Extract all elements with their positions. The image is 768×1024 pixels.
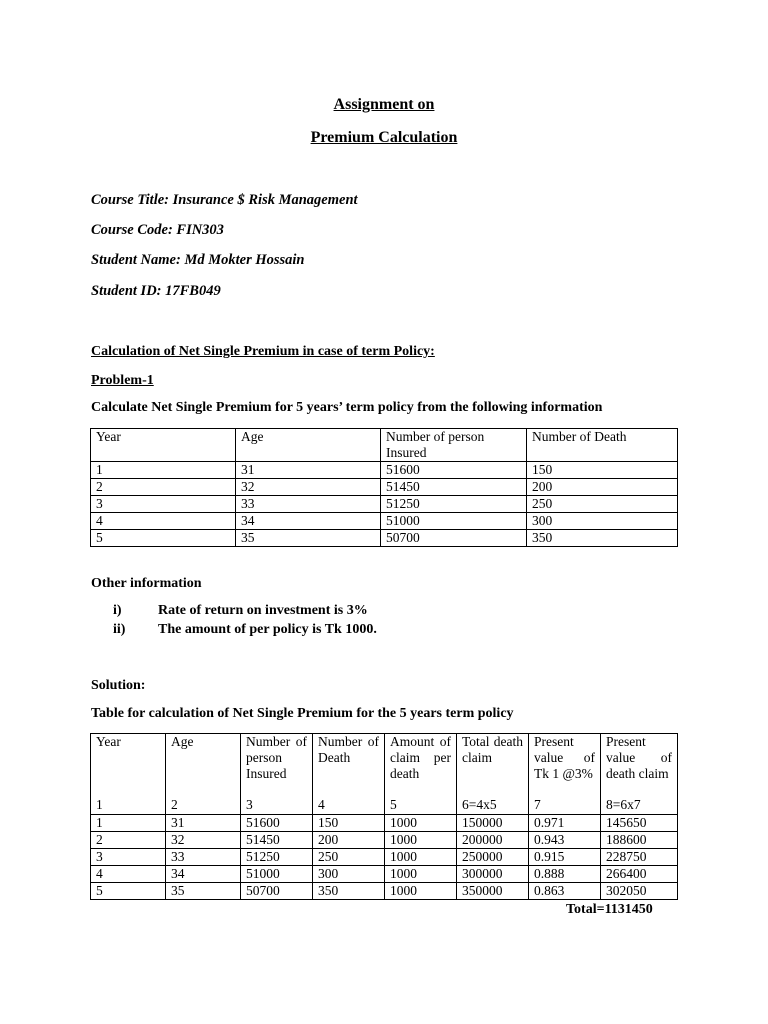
student-name: Student Name: Md Mokter Hossain bbox=[91, 252, 305, 268]
course-title: Course Title: Insurance $ Risk Management bbox=[91, 192, 358, 208]
table-cell: 31 bbox=[166, 815, 241, 832]
table-cell: 5 bbox=[91, 883, 166, 900]
table-cell: 250 bbox=[527, 496, 678, 513]
table-cell: 200 bbox=[313, 832, 385, 849]
table-cell: 300000 bbox=[457, 866, 529, 883]
table-cell: 2 bbox=[91, 832, 166, 849]
title-line-2: Premium Calculation bbox=[310, 129, 458, 146]
table-cell: 188600 bbox=[601, 832, 678, 849]
table-cell: 50700 bbox=[381, 530, 527, 547]
table-cell: 31 bbox=[236, 462, 381, 479]
table-cell: 350 bbox=[313, 883, 385, 900]
title-line-1: Assignment on bbox=[333, 96, 435, 113]
header-cell: Age 2 bbox=[166, 734, 241, 815]
table-row bbox=[91, 866, 678, 883]
header-cell: Total death claim 6=4x5 bbox=[457, 734, 529, 815]
table-cell: 34 bbox=[236, 513, 381, 530]
table-cell: 1000 bbox=[385, 883, 457, 900]
table-row bbox=[91, 883, 678, 900]
header-cell: Amount of claim per death 5 bbox=[385, 734, 457, 815]
table-cell: 0.971 bbox=[529, 815, 601, 832]
table-row bbox=[91, 849, 678, 866]
info-table-header bbox=[91, 429, 678, 462]
table-row bbox=[91, 462, 678, 479]
header-cell: Age bbox=[236, 429, 381, 462]
table-cell: 250 bbox=[313, 849, 385, 866]
table-cell: 228750 bbox=[601, 849, 678, 866]
table-cell: 1000 bbox=[385, 815, 457, 832]
table-cell: 51450 bbox=[381, 479, 527, 496]
table-cell: 302050 bbox=[601, 883, 678, 900]
header-cell: Number of Death bbox=[527, 429, 678, 462]
table-row bbox=[91, 815, 678, 832]
header-cell: Year bbox=[91, 429, 236, 462]
list-text: The amount of per policy is Tk 1000. bbox=[158, 622, 377, 637]
table-cell: 0.888 bbox=[529, 866, 601, 883]
table-cell: 33 bbox=[166, 849, 241, 866]
table-cell: 50700 bbox=[241, 883, 313, 900]
other-info-label: Other information bbox=[91, 576, 202, 591]
header-cell: Present value of Tk 1 @3% 7 bbox=[529, 734, 601, 815]
header-cell: Number of person Insured bbox=[381, 429, 527, 462]
table-cell: 1000 bbox=[385, 832, 457, 849]
table-cell: 4 bbox=[91, 513, 236, 530]
table-cell: 32 bbox=[236, 479, 381, 496]
table-cell: 300 bbox=[527, 513, 678, 530]
table-cell: 51450 bbox=[241, 832, 313, 849]
table-cell: 350000 bbox=[457, 883, 529, 900]
table-row bbox=[91, 496, 678, 513]
table2-caption: Table for calculation of Net Single Premium for the 5 years term policy bbox=[91, 706, 514, 721]
table-cell: 51000 bbox=[241, 866, 313, 883]
table-cell: 266400 bbox=[601, 866, 678, 883]
problem-label: Problem-1 bbox=[91, 373, 154, 388]
table-cell: 150 bbox=[527, 462, 678, 479]
calculation-table-header bbox=[91, 734, 678, 815]
table-cell: 51600 bbox=[241, 815, 313, 832]
table-cell: 32 bbox=[166, 832, 241, 849]
table-cell: 51000 bbox=[381, 513, 527, 530]
table-cell: 3 bbox=[91, 496, 236, 513]
table-cell: 35 bbox=[166, 883, 241, 900]
table-cell: 3 bbox=[91, 849, 166, 866]
table-cell: 33 bbox=[236, 496, 381, 513]
info-table bbox=[90, 428, 678, 547]
table-cell: 4 bbox=[91, 866, 166, 883]
table-cell: 2 bbox=[91, 479, 236, 496]
list-number: ii) bbox=[113, 622, 126, 637]
table-cell: 0.943 bbox=[529, 832, 601, 849]
total-value: Total=1131450 bbox=[566, 902, 653, 917]
table-cell: 0.863 bbox=[529, 883, 601, 900]
student-id: Student ID: 17FB049 bbox=[91, 283, 221, 299]
table-cell: 1000 bbox=[385, 866, 457, 883]
table-cell: 145650 bbox=[601, 815, 678, 832]
header-cell: Present value of death claim 8=6x7 bbox=[601, 734, 678, 815]
table-cell: 5 bbox=[91, 530, 236, 547]
table-cell: 51250 bbox=[381, 496, 527, 513]
table-cell: 200 bbox=[527, 479, 678, 496]
table-row bbox=[91, 513, 678, 530]
header-cell: Year 1 bbox=[91, 734, 166, 815]
course-code: Course Code: FIN303 bbox=[91, 222, 224, 238]
solution-label: Solution: bbox=[91, 678, 146, 693]
table-row bbox=[91, 832, 678, 849]
table-cell: 1000 bbox=[385, 849, 457, 866]
table-cell: 34 bbox=[166, 866, 241, 883]
section-heading: Calculation of Net Single Premium in case of term Policy: bbox=[91, 344, 435, 359]
problem-statement: Calculate Net Single Premium for 5 years’ term policy from the following information bbox=[91, 400, 603, 415]
table-cell: 350 bbox=[527, 530, 678, 547]
table-cell: 51600 bbox=[381, 462, 527, 479]
header-cell: Number of person Insured 3 bbox=[241, 734, 313, 815]
header-cell: Number of Death 4 bbox=[313, 734, 385, 815]
table-cell: 200000 bbox=[457, 832, 529, 849]
list-text: Rate of return on investment is 3% bbox=[158, 603, 368, 618]
table-row bbox=[91, 479, 678, 496]
table-cell: 300 bbox=[313, 866, 385, 883]
list-number: i) bbox=[113, 603, 122, 618]
table-row bbox=[91, 530, 678, 547]
table-cell: 1 bbox=[91, 815, 166, 832]
table-cell: 150000 bbox=[457, 815, 529, 832]
table-cell: 51250 bbox=[241, 849, 313, 866]
table-cell: 0.915 bbox=[529, 849, 601, 866]
calculation-table bbox=[90, 733, 678, 900]
table-cell: 1 bbox=[91, 462, 236, 479]
table-cell: 35 bbox=[236, 530, 381, 547]
table-cell: 150 bbox=[313, 815, 385, 832]
table-cell: 250000 bbox=[457, 849, 529, 866]
